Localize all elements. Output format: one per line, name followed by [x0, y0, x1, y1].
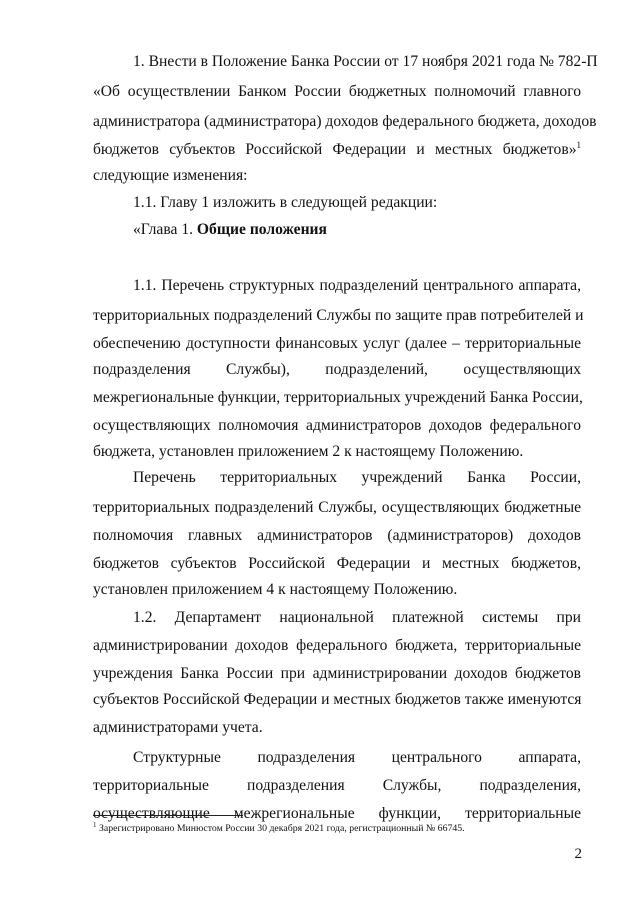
line-text: 1.2. Департамент национальной платежной системы при: [133, 609, 581, 626]
line-text: территориальных подразделений Службы, осуществляющих бюджетные: [93, 499, 581, 516]
text-line: [93, 82, 581, 102]
text-line: [93, 140, 581, 160]
text-line: [93, 580, 581, 600]
text-line: [133, 276, 581, 296]
line-text: обеспечению доступности финансовых услуг (далее – территориальные: [93, 335, 581, 352]
text-line: [93, 334, 581, 354]
page-number: 2: [574, 846, 582, 862]
text-line: [93, 166, 581, 186]
text-line: [93, 664, 581, 684]
text-line: [93, 776, 581, 796]
text-line: [93, 388, 581, 408]
line-text: осуществляющих полномочия администраторов доходов федерального: [93, 417, 581, 434]
text-line: [93, 416, 581, 436]
footnote-separator: [93, 815, 243, 816]
line-text: администратора (администратора) доходов федерального бюджета, доходов: [93, 113, 597, 130]
text-line: [93, 690, 581, 710]
line-text: полномочия главных администраторов (администраторов) доходов: [93, 527, 581, 544]
line-text: 1.1. Главу 1 изложить в следующей редакции:: [133, 194, 438, 211]
line-text: администрировании доходов федерального бюджета, территориальные: [93, 637, 581, 654]
line-text: учреждения Банка России при администрировании доходов бюджетов: [93, 665, 581, 682]
footnote-reference: 1: [576, 140, 581, 150]
line-text: 1.1. Перечень структурных подразделений центрального аппарата,: [133, 277, 581, 294]
text-line: [133, 748, 581, 768]
text-line: [93, 718, 581, 738]
footnote-text: Зарегистрировано Минюстом России 30 декабря 2021 года, регистрационный № 66745.: [98, 823, 465, 834]
text-line: [93, 360, 581, 380]
line-text: «Об осуществлении Банком России бюджетных полномочий главного: [93, 83, 581, 100]
line-text: 1. Внести в Положение Банка России от 17 ноября 2021 года № 782-П: [133, 53, 598, 70]
line-text: субъектов Российской Федерации и местных бюджетов также именуются: [93, 691, 582, 708]
text-line: [93, 498, 581, 518]
line-text: бюджетов субъектов Российской Федерации и местных бюджетов,: [93, 555, 581, 572]
line-text: территориальные подразделения Службы, подразделения,: [93, 777, 581, 794]
text-line: [93, 306, 584, 326]
text-line: [133, 468, 581, 488]
line-text: Перечень территориальных учреждений Банка России,: [133, 469, 581, 486]
line-text: бюджета, установлен приложением 2 к настоящему Положению.: [93, 443, 524, 460]
line-text: установлен приложением 4 к настоящему Положению.: [93, 581, 458, 598]
text-line: [133, 52, 598, 72]
footnote-mark: 1: [93, 821, 97, 829]
text-line: [133, 193, 581, 213]
chapter-prefix: «Глава 1.: [133, 221, 197, 238]
text-line: [133, 608, 581, 628]
chapter-title: Общие положения: [196, 221, 327, 238]
text-line: [93, 442, 581, 462]
line-text: подразделения Службы), подразделений, осуществляющих: [93, 361, 581, 378]
line-text: осуществляющие межрегиональные функции, территориальные: [93, 805, 581, 822]
footnote: [93, 822, 465, 836]
line-text: межрегиональные функции, территориальных учреждений Банка России,: [93, 389, 583, 406]
text-line: [93, 526, 581, 546]
text-line: [93, 554, 581, 574]
line-text: бюджетов субъектов Российской Федерации и местных бюджетов»: [93, 141, 577, 158]
text-line: [133, 220, 581, 240]
line-text: администраторами учета.: [93, 719, 263, 736]
text-line: [93, 804, 581, 824]
text-line: [93, 636, 581, 656]
line-text: Структурные подразделения центрального аппарата,: [133, 749, 581, 766]
text-line: [93, 112, 597, 132]
line-text: следующие изменения:: [93, 167, 248, 184]
line-text: территориальных подразделений Службы по защите прав потребителей и: [93, 307, 584, 324]
